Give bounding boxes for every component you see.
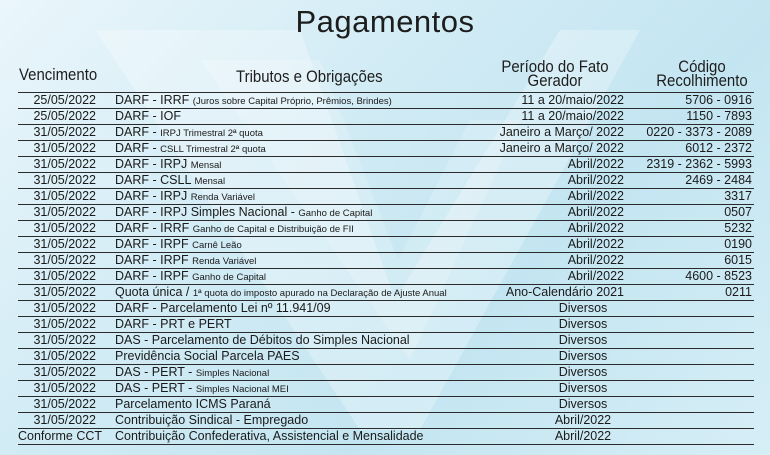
tributo-cell xyxy=(115,221,525,237)
vencimento-cell: 31/05/2022 xyxy=(33,397,96,411)
periodo-cell: Abril/2022 xyxy=(567,205,624,219)
tributo-name: Contribuição Sindical - Empregado xyxy=(115,413,309,427)
tributo-cell xyxy=(115,189,525,205)
codigo-cell: 5706 - 0916 xyxy=(685,93,752,107)
tributo-cell xyxy=(115,381,525,397)
table-row xyxy=(18,92,754,109)
periodo-cell: Abril/2022 xyxy=(567,189,624,203)
codigo-cell: 6015 xyxy=(724,253,752,267)
periodo-cell: Abril/2022 xyxy=(567,253,624,267)
table-row xyxy=(18,173,754,189)
tributo-name: DARF - IRPJ xyxy=(115,157,188,171)
vencimento-cell: Conforme CCT xyxy=(18,429,103,443)
tributo-name: DARF - xyxy=(115,125,161,139)
payments-table xyxy=(18,92,754,445)
tributo-detail: (Juros sobre Capital Próprio, Prêmios, Brindes) xyxy=(192,96,392,107)
tributo-cell xyxy=(115,269,525,285)
tributo-name: DARF - PRT e PERT xyxy=(115,317,232,331)
tributo-name: DARF - xyxy=(115,141,161,155)
tributo-detail: Ganho de Capital xyxy=(192,272,267,283)
tributo-detail: 1ª quota do imposto apurado na Declaração de Ajuste Anual xyxy=(192,288,447,299)
header-codigo-line1: Código xyxy=(678,57,726,76)
periodo-cell: 11 a 20/maio/2022 xyxy=(521,93,624,107)
tributo-detail: CSLL Trimestral 2ª quota xyxy=(160,144,266,155)
periodo-cell: Abril/2022 xyxy=(554,429,612,443)
header-codigo xyxy=(647,57,756,90)
tributo-cell xyxy=(115,397,525,413)
vencimento-cell: 31/05/2022 xyxy=(33,413,96,427)
header-vencimento: Vencimento xyxy=(19,65,98,84)
tributo-cell xyxy=(115,349,525,365)
tributo-detail: Renda Variável xyxy=(190,192,255,203)
table-row xyxy=(18,205,754,221)
tributo-cell xyxy=(115,93,525,109)
tributo-name: DAS - PERT - xyxy=(115,365,196,379)
vencimento-cell: 25/05/2022 xyxy=(33,93,96,107)
codigo-cell: 6012 - 2372 xyxy=(685,141,752,155)
vencimento-cell: 31/05/2022 xyxy=(33,189,96,203)
tributo-name: DARF - IRPF xyxy=(115,269,189,283)
header-periodo xyxy=(489,57,621,90)
tributo-name: DARF - CSLL xyxy=(115,173,191,187)
tributo-cell xyxy=(115,253,525,269)
tributo-cell xyxy=(115,429,525,445)
codigo-cell: 5232 xyxy=(724,221,752,235)
codigo-cell: 2469 - 2484 xyxy=(685,173,752,187)
periodo-cell: Diversos xyxy=(558,381,608,395)
tributo-name: DARF - IRPF xyxy=(115,253,189,267)
tributo-name: DARF - IRPJ Simples Nacional - xyxy=(115,205,299,219)
codigo-cell: 3317 xyxy=(724,189,752,203)
periodo-cell: Diversos xyxy=(558,317,608,331)
table-row xyxy=(18,189,754,205)
periodo-cell: Diversos xyxy=(558,365,608,379)
periodo-cell: Diversos xyxy=(558,349,608,363)
codigo-cell: 0220 - 3373 - 2089 xyxy=(646,125,752,139)
table-row xyxy=(18,221,754,237)
periodo-cell: Abril/2022 xyxy=(554,413,612,427)
vencimento-cell: 31/05/2022 xyxy=(33,349,96,363)
vencimento-cell: 31/05/2022 xyxy=(33,141,96,155)
tributo-detail: Carnê Leão xyxy=(192,240,242,251)
vencimento-cell: 31/05/2022 xyxy=(33,157,96,171)
header-periodo-line1: Período do Fato xyxy=(501,57,609,76)
table-row xyxy=(18,413,754,429)
table-row xyxy=(18,333,754,349)
periodo-cell: Diversos xyxy=(558,397,608,411)
tributo-cell xyxy=(115,141,525,157)
table-row xyxy=(18,397,754,413)
periodo-cell: Abril/2022 xyxy=(567,269,624,283)
codigo-cell: 0211 xyxy=(725,285,752,299)
codigo-cell: 0507 xyxy=(724,205,752,219)
tributo-cell xyxy=(115,157,525,173)
table-row xyxy=(18,429,754,445)
tributo-cell xyxy=(115,205,525,221)
tributo-cell xyxy=(115,301,525,317)
tributo-cell xyxy=(115,125,525,141)
tributo-cell xyxy=(115,109,525,125)
tributo-cell xyxy=(115,285,525,301)
table-row xyxy=(18,285,754,301)
table-row xyxy=(18,237,754,253)
tributo-name: DAS - Parcelamento de Débitos do Simples Nacional xyxy=(115,333,410,347)
header-codigo-line2: Recolhimento xyxy=(656,71,748,90)
tributo-detail: IRPJ Trimestral 2ª quota xyxy=(160,128,263,139)
tributo-detail: Simples Nacional xyxy=(195,368,270,379)
tributo-name: Quota única / xyxy=(115,285,190,299)
vencimento-cell: 31/05/2022 xyxy=(33,221,96,235)
codigo-cell: 4600 - 8523 xyxy=(685,269,752,283)
tributo-detail: Mensal xyxy=(190,160,222,171)
table-row xyxy=(18,109,754,125)
tributo-name: DARF - Parcelamento Lei nº 11.941/09 xyxy=(115,301,331,315)
periodo-cell: Janeiro a Março/ 2022 xyxy=(499,141,624,155)
codigo-cell: 2319 - 2362 - 5993 xyxy=(646,157,752,171)
tributo-name: DARF - IRRF xyxy=(115,93,190,107)
tributo-cell xyxy=(115,333,525,349)
periodo-cell: Janeiro a Março/ 2022 xyxy=(499,125,624,139)
header-periodo-line2: Gerador xyxy=(527,71,583,90)
tributo-detail: Ganho de Capital e Distribuição de FII xyxy=(192,224,354,235)
table-row xyxy=(18,125,754,141)
table-row xyxy=(18,141,754,157)
vencimento-cell: 25/05/2022 xyxy=(33,109,96,123)
tributo-name: Contribuição Confederativa, Assistencial e Mensalidade xyxy=(115,429,424,443)
table-row xyxy=(18,157,754,173)
vencimento-cell: 31/05/2022 xyxy=(33,173,96,187)
tributo-cell xyxy=(115,237,525,253)
tributo-name: Parcelamento ICMS Paraná xyxy=(115,397,271,411)
tributo-cell xyxy=(115,413,525,429)
vencimento-cell: 31/05/2022 xyxy=(33,301,96,315)
periodo-cell: Diversos xyxy=(558,333,608,347)
periodo-cell: 11 a 20/maio/2022 xyxy=(521,109,624,123)
tributo-name: Previdência Social Parcela PAES xyxy=(115,349,300,363)
vencimento-cell: 31/05/2022 xyxy=(33,237,96,251)
tributo-cell xyxy=(115,365,525,381)
vencimento-cell: 31/05/2022 xyxy=(33,285,96,299)
header-tributos: Tributos e Obrigações xyxy=(236,67,383,86)
tributo-name: DARF - IOF xyxy=(115,109,181,123)
vencimento-cell: 31/05/2022 xyxy=(33,205,96,219)
periodo-cell: Abril/2022 xyxy=(567,221,624,235)
tributo-detail: Ganho de Capital xyxy=(298,208,373,219)
table-row xyxy=(18,381,754,397)
table-row xyxy=(18,253,754,269)
tributo-cell xyxy=(115,173,525,189)
vencimento-cell: 31/05/2022 xyxy=(33,253,96,267)
vencimento-cell: 31/05/2022 xyxy=(33,317,96,331)
page-title: Pagamentos xyxy=(295,4,475,39)
periodo-cell: Diversos xyxy=(558,301,608,315)
tributo-name: DARF - IRPF xyxy=(115,237,189,251)
table-row xyxy=(18,317,754,333)
vencimento-cell: 31/05/2022 xyxy=(33,125,96,139)
vencimento-cell: 31/05/2022 xyxy=(33,333,96,347)
tributo-detail: Simples Nacional MEI xyxy=(195,384,289,395)
vencimento-cell: 31/05/2022 xyxy=(33,269,96,283)
periodo-cell: Ano-Calendário 2021 xyxy=(505,285,624,299)
codigo-cell: 0190 xyxy=(724,237,752,251)
tributo-name: DARF - IRPJ xyxy=(115,189,188,203)
periodo-cell: Abril/2022 xyxy=(567,173,624,187)
table-row xyxy=(18,269,754,285)
table-row xyxy=(18,349,754,365)
tributo-detail: Mensal xyxy=(194,176,226,187)
tributo-detail: Renda Variável xyxy=(192,256,257,267)
vencimento-cell: 31/05/2022 xyxy=(33,381,96,395)
periodo-cell: Abril/2022 xyxy=(567,157,624,171)
tributo-name: DAS - PERT - xyxy=(115,381,196,395)
table-row xyxy=(18,365,754,381)
vencimento-cell: 31/05/2022 xyxy=(33,365,96,379)
tributo-name: DARF - IRRF xyxy=(115,221,190,235)
periodo-cell: Abril/2022 xyxy=(567,237,624,251)
codigo-cell: 1150 - 7893 xyxy=(686,109,752,123)
tributo-cell xyxy=(115,317,525,333)
table-row xyxy=(18,301,754,317)
